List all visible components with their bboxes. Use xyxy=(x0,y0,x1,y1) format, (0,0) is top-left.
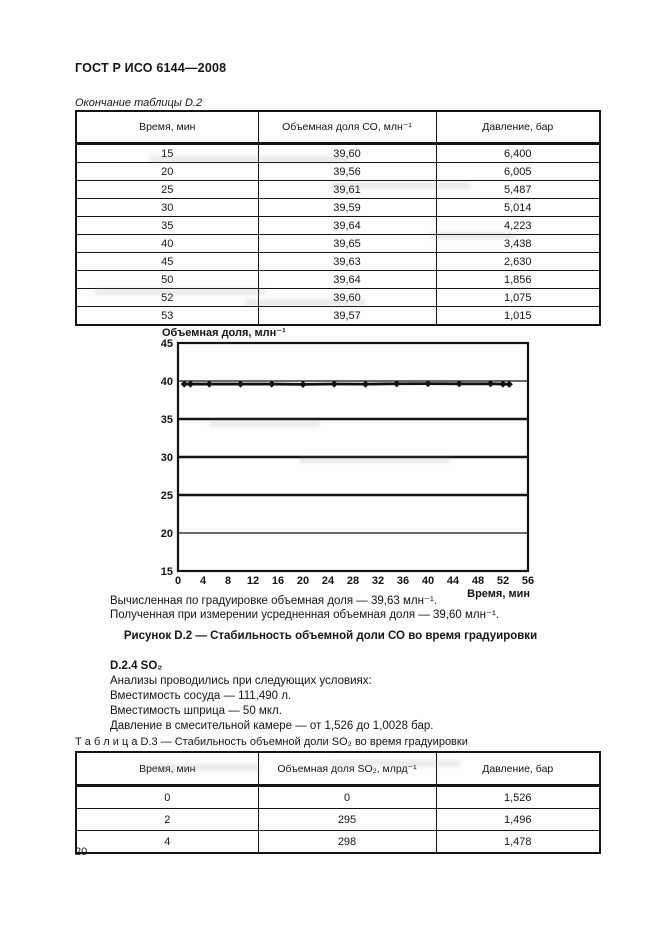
y-tick-label: 40 xyxy=(160,376,173,388)
x-tick-label: 52 xyxy=(496,575,510,587)
x-axis-title: Время, мин xyxy=(467,588,530,600)
table-row xyxy=(76,809,600,831)
y-tick-label: 45 xyxy=(160,338,173,350)
scan-artifact xyxy=(430,232,515,239)
table-cell: 15 xyxy=(76,144,258,163)
table-cell: 39,59 xyxy=(258,199,436,217)
table-cell: 20 xyxy=(76,163,258,181)
data-point-marker xyxy=(299,381,306,388)
table-cell: 0 xyxy=(258,786,436,809)
table-cell: 25 xyxy=(76,181,258,199)
x-tick-label: 8 xyxy=(224,575,232,587)
table-cell: 30 xyxy=(76,199,258,217)
table-cell: 1,015 xyxy=(436,307,600,326)
table-d2-caption: Окончание таблицы D.2 xyxy=(75,97,203,109)
table-cell: 3,438 xyxy=(436,235,600,253)
x-tick-label: 16 xyxy=(271,575,285,587)
x-tick-label: 0 xyxy=(174,575,182,587)
table-cell: 53 xyxy=(76,307,258,326)
page-number: 20 xyxy=(75,846,88,858)
figure-note-calculated: Вычисленная по градуировке объемная доля — 39,63 млн⁻¹. xyxy=(110,595,438,607)
scan-artifact xyxy=(140,764,260,771)
table-cell: 6,005 xyxy=(436,163,600,181)
x-tick-label: 44 xyxy=(446,575,460,587)
section-d24-line-vessel: Вместимость сосуда — 111,490 л. xyxy=(110,690,292,702)
table-row xyxy=(76,786,600,809)
section-d24-line-conditions: Анализы проводились при следующих условиях: xyxy=(110,675,372,687)
table-cell: 1,856 xyxy=(436,271,600,289)
table-cell: 39,64 xyxy=(258,271,436,289)
y-tick-label: 25 xyxy=(160,490,173,502)
data-point-marker xyxy=(506,381,513,388)
table-cell: 4,223 xyxy=(436,217,600,235)
section-d24-line-pressure: Давление в смесительной камере — от 1,526 до 1,0028 бар. xyxy=(110,720,434,732)
table-cell: 39,61 xyxy=(258,181,436,199)
section-d24-heading: D.2.4 SO₂ xyxy=(110,660,163,672)
x-tick-label: 4 xyxy=(199,575,207,587)
table-header-row xyxy=(76,111,600,144)
chart-y-axis-title: Объемная доля, млн⁻¹ xyxy=(162,327,286,339)
table-cell: 40 xyxy=(76,235,258,253)
table-cell: 39,60 xyxy=(258,144,436,163)
column-header-time: Время, мин xyxy=(76,111,258,144)
figure-d2-caption: Рисунок D.2 — Стабильность объемной доли СО во время градуировки xyxy=(123,630,538,642)
table-cell: 298 xyxy=(258,831,436,854)
table-cell: 6,400 xyxy=(436,144,600,163)
table-cell: 35 xyxy=(76,217,258,235)
document-header-title: ГОСТ Р ИСО 6144—2008 xyxy=(75,61,227,75)
table-row xyxy=(76,199,600,217)
scan-artifact xyxy=(95,288,265,295)
table-cell: 1,075 xyxy=(436,289,600,307)
x-tick-label: 32 xyxy=(371,575,385,587)
column-header-co-fraction: Объемная доля СО, млн⁻¹ xyxy=(258,111,436,144)
table-cell: 1,496 xyxy=(436,809,600,831)
column-header-so2-fraction: Объемная доля SO₂, млрд⁻¹ xyxy=(258,752,436,786)
table-cell: 39,56 xyxy=(258,163,436,181)
table-cell: 1,526 xyxy=(436,786,600,809)
x-tick-label: 48 xyxy=(471,575,485,587)
x-tick-label: 24 xyxy=(321,575,335,587)
scan-artifact xyxy=(330,760,460,767)
table-cell: 0 xyxy=(76,786,258,809)
table-row xyxy=(76,235,600,253)
table-cell: 39,60 xyxy=(258,289,436,307)
y-tick-label: 15 xyxy=(160,566,173,578)
table-row xyxy=(76,831,600,854)
table-cell: 1,478 xyxy=(436,831,600,854)
table-row xyxy=(76,271,600,289)
column-header-time: Время, мин xyxy=(76,752,258,786)
table-cell: 52 xyxy=(76,289,258,307)
scan-artifact xyxy=(150,156,350,163)
x-tick-label: 28 xyxy=(346,575,360,587)
x-tick-label: 36 xyxy=(396,575,410,587)
figure-d2-chart xyxy=(148,338,548,609)
table-cell: 5,014 xyxy=(436,199,600,217)
table-cell: 39,65 xyxy=(258,235,436,253)
table-cell: 2 xyxy=(76,809,258,831)
table-cell: 5,487 xyxy=(436,181,600,199)
y-tick-label: 20 xyxy=(160,528,173,540)
table-cell: 39,57 xyxy=(258,307,436,326)
scan-artifact xyxy=(330,182,470,189)
scan-artifact xyxy=(245,299,365,306)
table-cell: 45 xyxy=(76,253,258,271)
table-cell: 39,64 xyxy=(258,217,436,235)
table-cell: 4 xyxy=(76,831,258,854)
table-cell: 39,63 xyxy=(258,253,436,271)
figure-note-measured: Полученная при измерении усредненная объемная доля — 39,60 млн⁻¹. xyxy=(110,609,500,621)
y-tick-label: 35 xyxy=(160,414,173,426)
x-tick-label: 12 xyxy=(246,575,260,587)
x-tick-label: 20 xyxy=(296,575,310,587)
table-cell: 2,630 xyxy=(436,253,600,271)
table-cell: 295 xyxy=(258,809,436,831)
column-header-pressure: Давление, бар xyxy=(436,111,600,144)
y-tick-label: 30 xyxy=(160,452,173,464)
column-header-pressure: Давление, бар xyxy=(436,752,600,786)
table-row xyxy=(76,217,600,235)
scan-artifact xyxy=(210,420,320,427)
section-d24-line-syringe: Вместимость шприца — 50 мкл. xyxy=(110,705,282,717)
table-cell: 50 xyxy=(76,271,258,289)
x-tick-label: 40 xyxy=(421,575,435,587)
table-row xyxy=(76,307,600,326)
table-row xyxy=(76,163,600,181)
x-tick-label: 56 xyxy=(521,575,535,587)
table-d3-caption: Т а б л и ц а D.3 — Стабильность объемной доли SO₂ во время градуировки xyxy=(75,736,468,748)
scan-artifact xyxy=(300,456,450,463)
table-row xyxy=(76,253,600,271)
